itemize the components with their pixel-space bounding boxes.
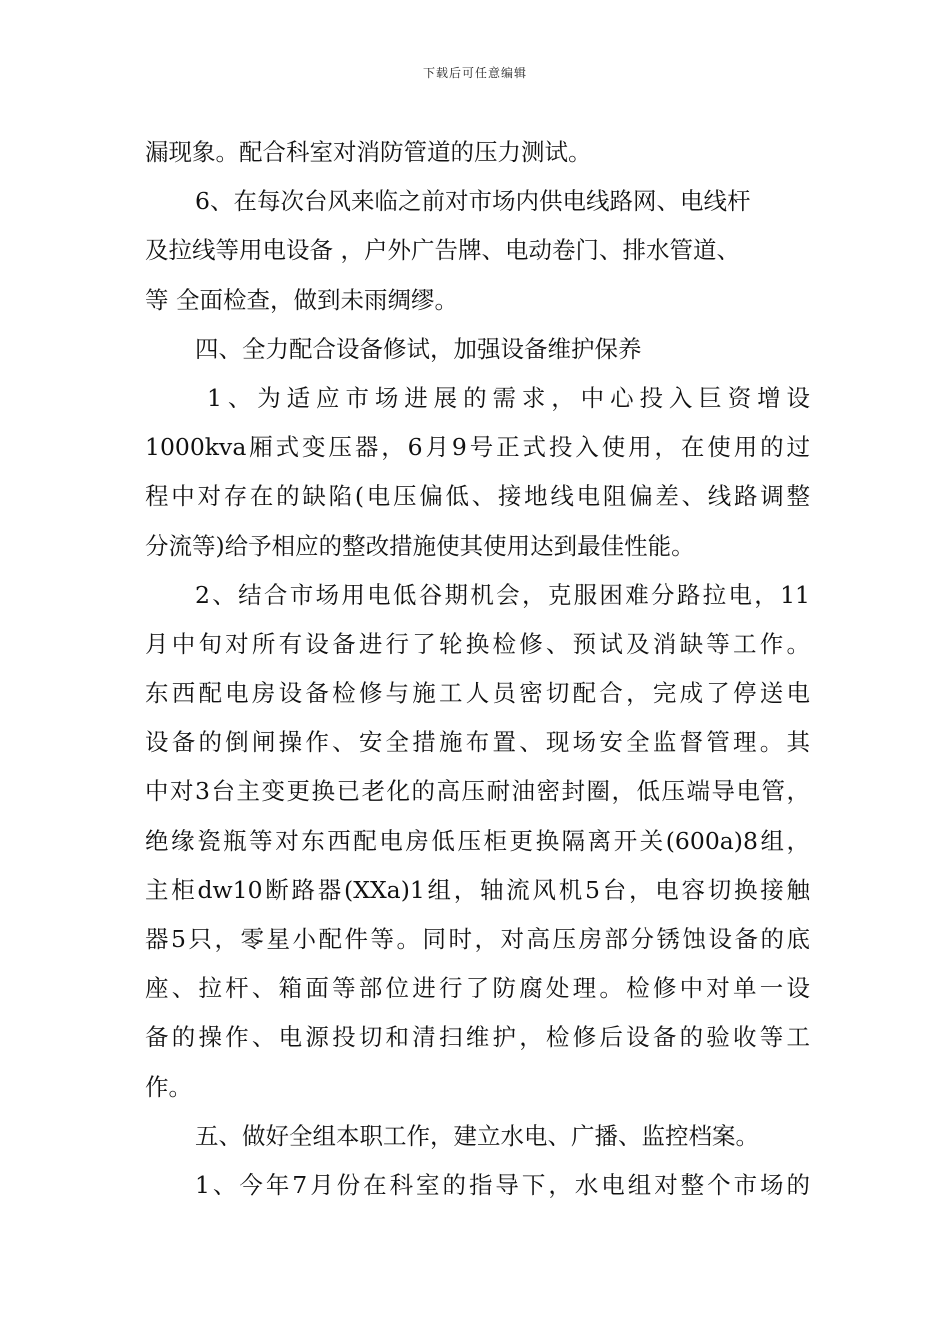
text-line: 6、在每次台风来临之前对市场内供电线路网、电线杆 xyxy=(195,187,751,216)
text-line: 东西配电房设备检修与施工人员密切配合，完成了停送电 xyxy=(145,679,810,708)
text-line: 月中旬对所有设备进行了轮换检修、预试及消缺等工作。 xyxy=(145,629,810,658)
text-line: 漏现象。配合科室对消防管道的压力测试。 xyxy=(145,138,592,166)
text-line: 程中对存在的缺陷(电压偏低、接地线电阻偏差、线路调整 xyxy=(145,482,810,511)
text-line: 作。 xyxy=(145,1072,192,1101)
text-line: 1、为适应市场进展的需求，中心投入巨资增设 xyxy=(207,383,810,412)
text-line: 绝缘瓷瓶等对东西配电房低压柜更换隔离开关(600a)8组， xyxy=(145,826,810,855)
page-header-note: 下载后可任意编辑 xyxy=(422,66,527,80)
text-line: 器5只，零星小配件等。同时，对高压房部分锈蚀设备的底 xyxy=(145,925,810,953)
text-line: 1、今年7月份在科室的指导下，水电组对整个市场的 xyxy=(195,1170,810,1199)
text-line: 等 全面检查，做到未雨绸缪。 xyxy=(145,285,458,314)
text-line: 备的操作、电源投切和清扫维护，检修后设备的验收等工 xyxy=(145,1023,810,1052)
text-line: 座、拉杆、箱面等部位进行了防腐处理。检修中对单一设 xyxy=(145,974,810,1003)
text-line: 分流等)给予相应的整改措施使其使用达到最佳性能。 xyxy=(145,531,695,560)
section-heading: 四、全力配合设备修试，加强设备维护保养 xyxy=(195,334,642,363)
text-line: 2、结合市场用电低谷期机会，克服困难分路拉电，11 xyxy=(195,580,810,609)
section-heading: 五、做好全组本职工作，建立水电、广播、监控档案。 xyxy=(195,1121,759,1150)
text-line: 中对3台主变更换已老化的高压耐油密封圈，低压端导电管， xyxy=(145,777,810,806)
text-line: 1000kva厢式变压器，6月9号正式投入使用，在使用的过 xyxy=(145,433,810,462)
document-body xyxy=(145,128,810,1210)
text-line: 主柜dw10断路器(XXa)1组，轴流风机5台，电容切换接触 xyxy=(145,875,810,904)
text-line: 及拉线等用电设备 ，户外广告牌、电动卷门、排水管道、 xyxy=(145,236,740,265)
text-line: 设备的倒闸操作、安全措施布置、现场安全监督管理。其 xyxy=(145,728,810,757)
